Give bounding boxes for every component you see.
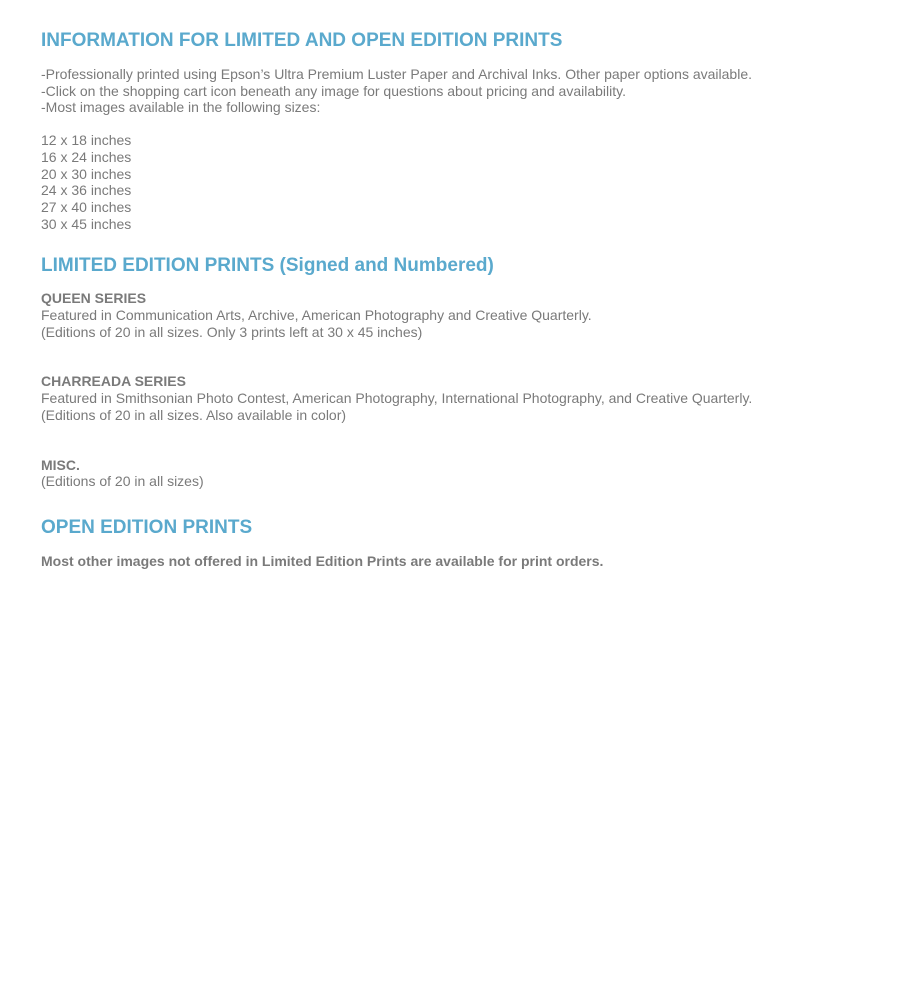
series-line: Featured in Smithsonian Photo Contest, American Photography, International Photography, and Creative Quarterly. (41, 390, 753, 407)
series-title: QUEEN SERIES (41, 290, 147, 307)
size-item: 20 x 30 inches (41, 165, 132, 182)
size-item: 30 x 45 inches (41, 215, 132, 232)
size-item: 27 x 40 inches (41, 198, 132, 215)
intro-line: -Professionally printed using Epson’s Ultra Premium Luster Paper and Archival Inks. Other paper options available. (41, 66, 752, 82)
series-line: (Editions of 20 in all sizes. Only 3 prints left at 30 x 45 inches) (41, 323, 423, 340)
open-heading: OPEN EDITION PRINTS (41, 516, 253, 538)
limited-heading: LIMITED EDITION PRINTS (Signed and Numbered) (41, 255, 494, 277)
series-queen (41, 290, 915, 340)
series-charreada (41, 373, 915, 423)
series-line: (Editions of 20 in all sizes. Also available in color) (41, 406, 347, 423)
series-title: MISC. (41, 456, 80, 473)
size-list (41, 132, 915, 232)
intro-list (41, 66, 915, 116)
series-misc (41, 457, 915, 490)
size-item: 24 x 36 inches (41, 182, 132, 199)
size-item: 12 x 18 inches (41, 132, 132, 149)
intro-line: -Most images available in the following sizes: (41, 99, 321, 116)
series-title: CHARREADA SERIES (41, 373, 186, 390)
intro-line: -Click on the shopping cart icon beneath any image for questions about pricing and availability. (41, 82, 626, 99)
size-item: 16 x 24 inches (41, 148, 132, 165)
info-heading: INFORMATION FOR LIMITED AND OPEN EDITION PRINTS (41, 30, 563, 51)
series-line: (Editions of 20 in all sizes) (41, 473, 204, 490)
series-line: Featured in Communication Arts, Archive, American Photography and Creative Quarterly. (41, 307, 592, 324)
open-description: Most other images not offered in Limited Edition Prints are available for print orders. (41, 552, 604, 569)
